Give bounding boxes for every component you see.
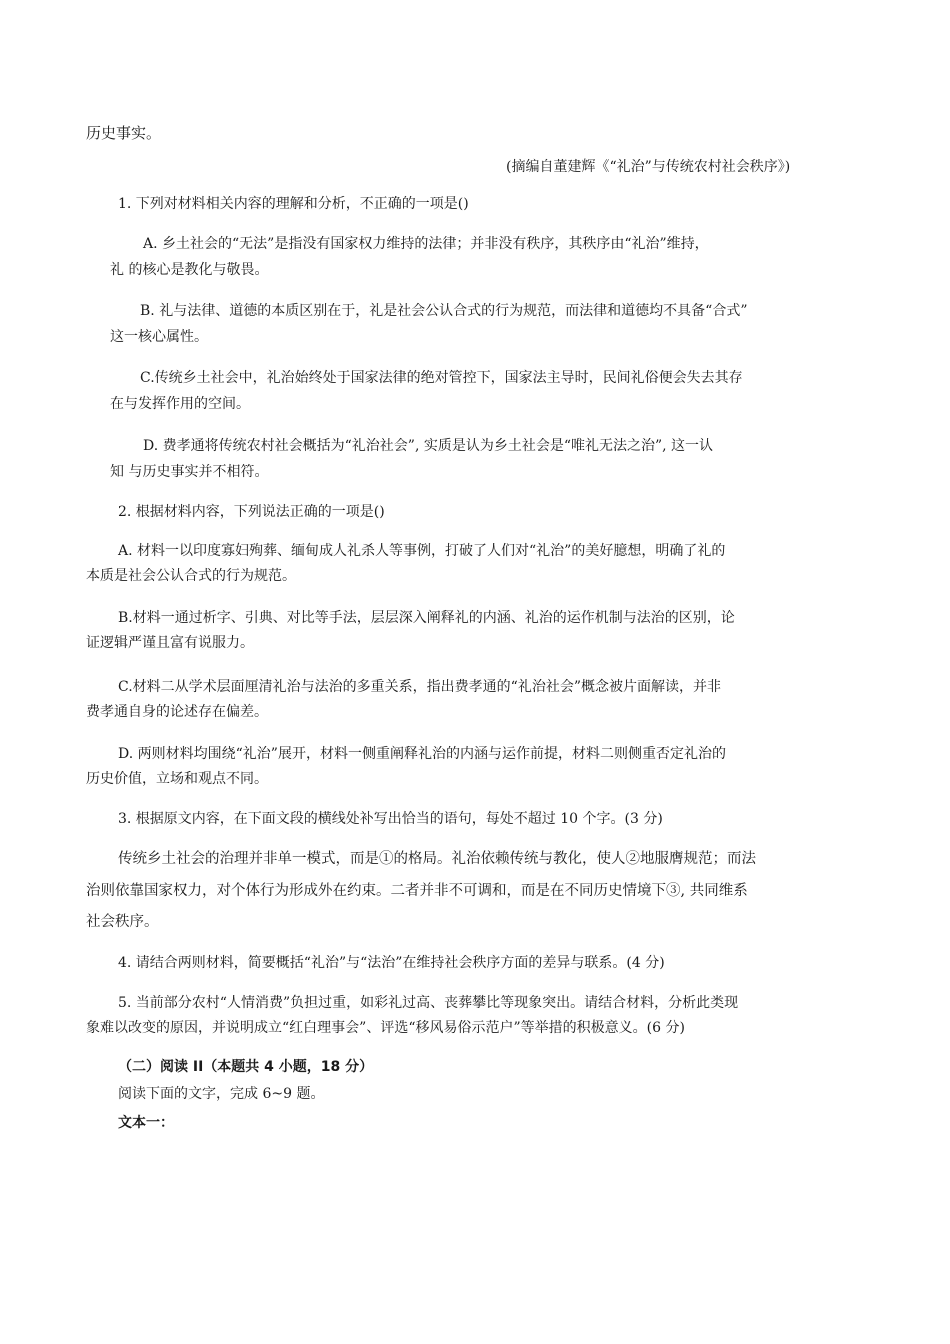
source-citation: (摘编自董建辉《“礼治”与传统农村社会秩序》) [506, 159, 791, 175]
option-d-line-2: 历史价值，立场和观点不同。 [86, 771, 268, 787]
option-d-line-1: D. 费孝通将传统农村社会概括为“礼治社会”, 实质是认为乡土社会是“唯礼无法之治”, 这一认 [143, 438, 714, 454]
option-b-line-1: B.材料一通过析字、引典、对比等手法，层层深入阐释礼的内涵、礼治的运作机制与法治的区别，论 [118, 610, 735, 626]
material-end-text: 历史事实。 [86, 124, 162, 142]
option-a-line-1: A. 乡土社会的“无法”是指没有国家权力维持的法律；并非没有秩序，其秩序由“礼治”维持， [143, 236, 709, 252]
section-heading: （二）阅读 II（本题共 4 小题，18 分） [118, 1059, 374, 1075]
option-b-line-2: 证逻辑严谨且富有说服力。 [86, 635, 254, 651]
option-c-line-2: 在与发挥作用的空间。 [110, 396, 250, 412]
question-stem: 3. 根据原文内容，在下面文段的横线处补写出恰当的语句，每处不超过 10 个字。(3 分) [118, 811, 663, 827]
option-d-line-1: D. 两则材料均围绕“礼治”展开，材料一侧重阐释礼治的内涵与运作前提，材料二则侧重否定礼治的 [118, 746, 726, 762]
question-stem: 1. 下列对材料相关内容的理解和分析，不正确的一项是() [118, 196, 469, 212]
passage-line-2: 治则依靠国家权力，对个体行为形成外在约束。二者并非不可调和，而是在不同历史情境下③, 共同维系 [86, 883, 748, 899]
option-d-line-2: 知 与历史事实并不相符。 [110, 464, 269, 480]
option-b-line-2: 这一核心属性。 [110, 329, 208, 345]
option-c-line-2: 费孝通自身的论述存在偏差。 [86, 704, 268, 720]
passage-line-1: 传统乡土社会的治理并非单一模式，而是①的格局。礼治依赖传统与教化，使人②地服膺规范；而法 [118, 851, 756, 867]
passage-line-3: 社会秩序。 [86, 914, 159, 930]
question-stem: 4. 请结合两则材料，简要概括“礼治”与“法治”在维持社会秩序方面的差异与联系。(4 分) [118, 955, 665, 971]
question-stem-line-1: 5. 当前部分农村“人情消费”负担过重，如彩礼过高、丧葬攀比等现象突出。请结合材料，分析此类现 [118, 995, 739, 1011]
option-c-line-1: C.材料二从学术层面厘清礼治与法治的多重关系，指出费孝通的“礼治社会”概念被片面解读，并非 [118, 679, 721, 695]
option-c-line-1: C.传统乡土社会中，礼治始终处于国家法律的绝对管控下，国家法主导时，民间礼俗便会失去其存 [140, 370, 743, 386]
question-stem: 2. 根据材料内容，下列说法正确的一项是() [118, 504, 385, 520]
section-instruction: 阅读下面的文字，完成 6~9 题。 [118, 1086, 325, 1102]
option-a-line-1: A. 材料一以印度寡妇殉葬、缅甸成人礼杀人等事例，打破了人们对“礼治”的美好臆想，明确了礼的 [118, 543, 726, 559]
question-stem-line-2: 象难以改变的原因，并说明成立“红白理事会”、评选“移风易俗示范户”等举措的积极意义。(6 分) [86, 1020, 685, 1036]
text-label: 文本一： [118, 1115, 174, 1131]
option-b-line-1: B. 礼与法律、道德的本质区别在于，礼是社会公认合式的行为规范，而法律和道德均不具备“合式” [140, 303, 748, 319]
option-a-line-2: 礼 的核心是教化与敬畏。 [110, 262, 269, 278]
option-a-line-2: 本质是社会公认合式的行为规范。 [86, 568, 296, 584]
